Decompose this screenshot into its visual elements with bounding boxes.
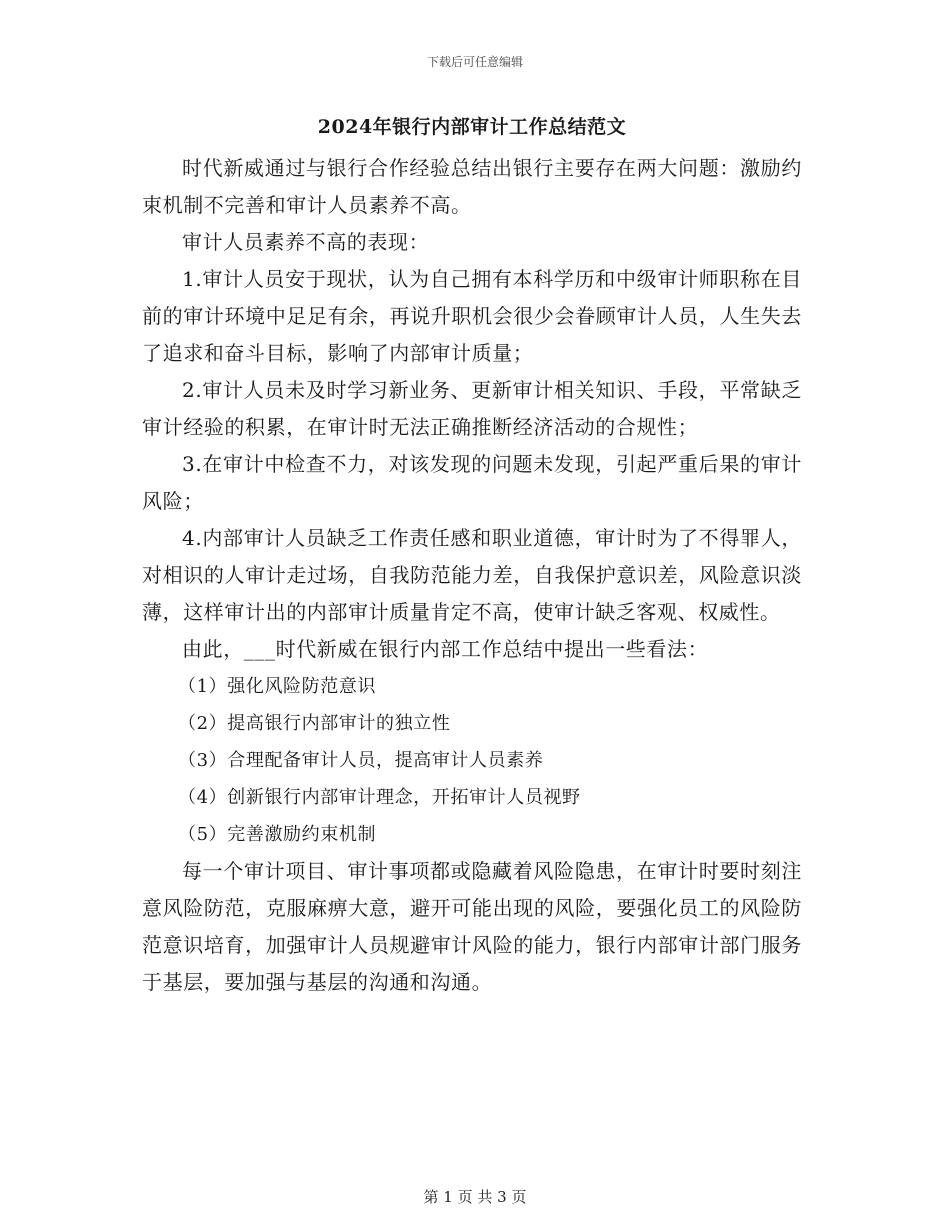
suggestion-item-4: （4）创新银行内部审计理念，开拓审计人员视野 [178, 787, 581, 808]
suggestion-intro: 由此，___时代新威在银行内部工作总结中提出一些看法： [182, 637, 709, 661]
problem-item-3: 3.在审计中检查不力，对该发现的问题未发现，引起严重后果的审计风险； [142, 452, 802, 513]
suggestion-item-2: （2）提高银行内部审计的独立性 [178, 713, 451, 734]
page-header-note: 下载后可任意编辑 [426, 55, 523, 69]
problem-item-4: 4.内部审计人员缺乏工作责任感和职业道德，审计时为了不得罪人，对相识的人审计走过场，自我防范能力差，自我保护意识差，风险意识淡薄，这样审计出的内部审计质量肯定不高，使审计缺乏客观、权威性。 [142, 526, 802, 624]
page-footer-number: 第 1 页 共 3 页 [423, 1188, 527, 1206]
intro-paragraph: 时代新威通过与银行合作经验总结出银行主要存在两大问题：激励约束机制不完善和审计人员素养不高。 [142, 156, 802, 217]
document-title: 2024年银行内部审计工作总结范文 [317, 116, 627, 138]
problem-item-2: 2.审计人员未及时学习新业务、更新审计相关知识、手段，平常缺乏审计经验的积累，在审计时无法正确推断经济活动的合规性； [142, 378, 802, 439]
suggestion-item-1: （1）强化风险防范意识 [178, 676, 377, 697]
suggestion-item-3: （3）合理配备审计人员，提高审计人员素养 [178, 750, 544, 771]
problem-item-1: 1.审计人员安于现状，认为自己拥有本科学历和中级审计师职称在目前的审计环境中足足有余，再说升职机会很少会眷顾审计人员，人生失去了追求和奋斗目标，影响了内部审计质量； [142, 267, 802, 365]
closing-paragraph: 每一个审计项目、审计事项都或隐藏着风险隐患，在审计时要时刻注意风险防范，克服麻痹大意，避开可能出现的风险，要强化员工的风险防范意识培育，加强审计人员规避审计风险的能力，银行内部审计部门服务于基层，要加强与基层的沟通和沟通。 [142, 859, 802, 994]
suggestion-item-5: （5）完善激励约束机制 [178, 824, 377, 845]
problem-heading: 审计人员素养不高的表现： [182, 230, 430, 254]
document-body [142, 112, 802, 1001]
